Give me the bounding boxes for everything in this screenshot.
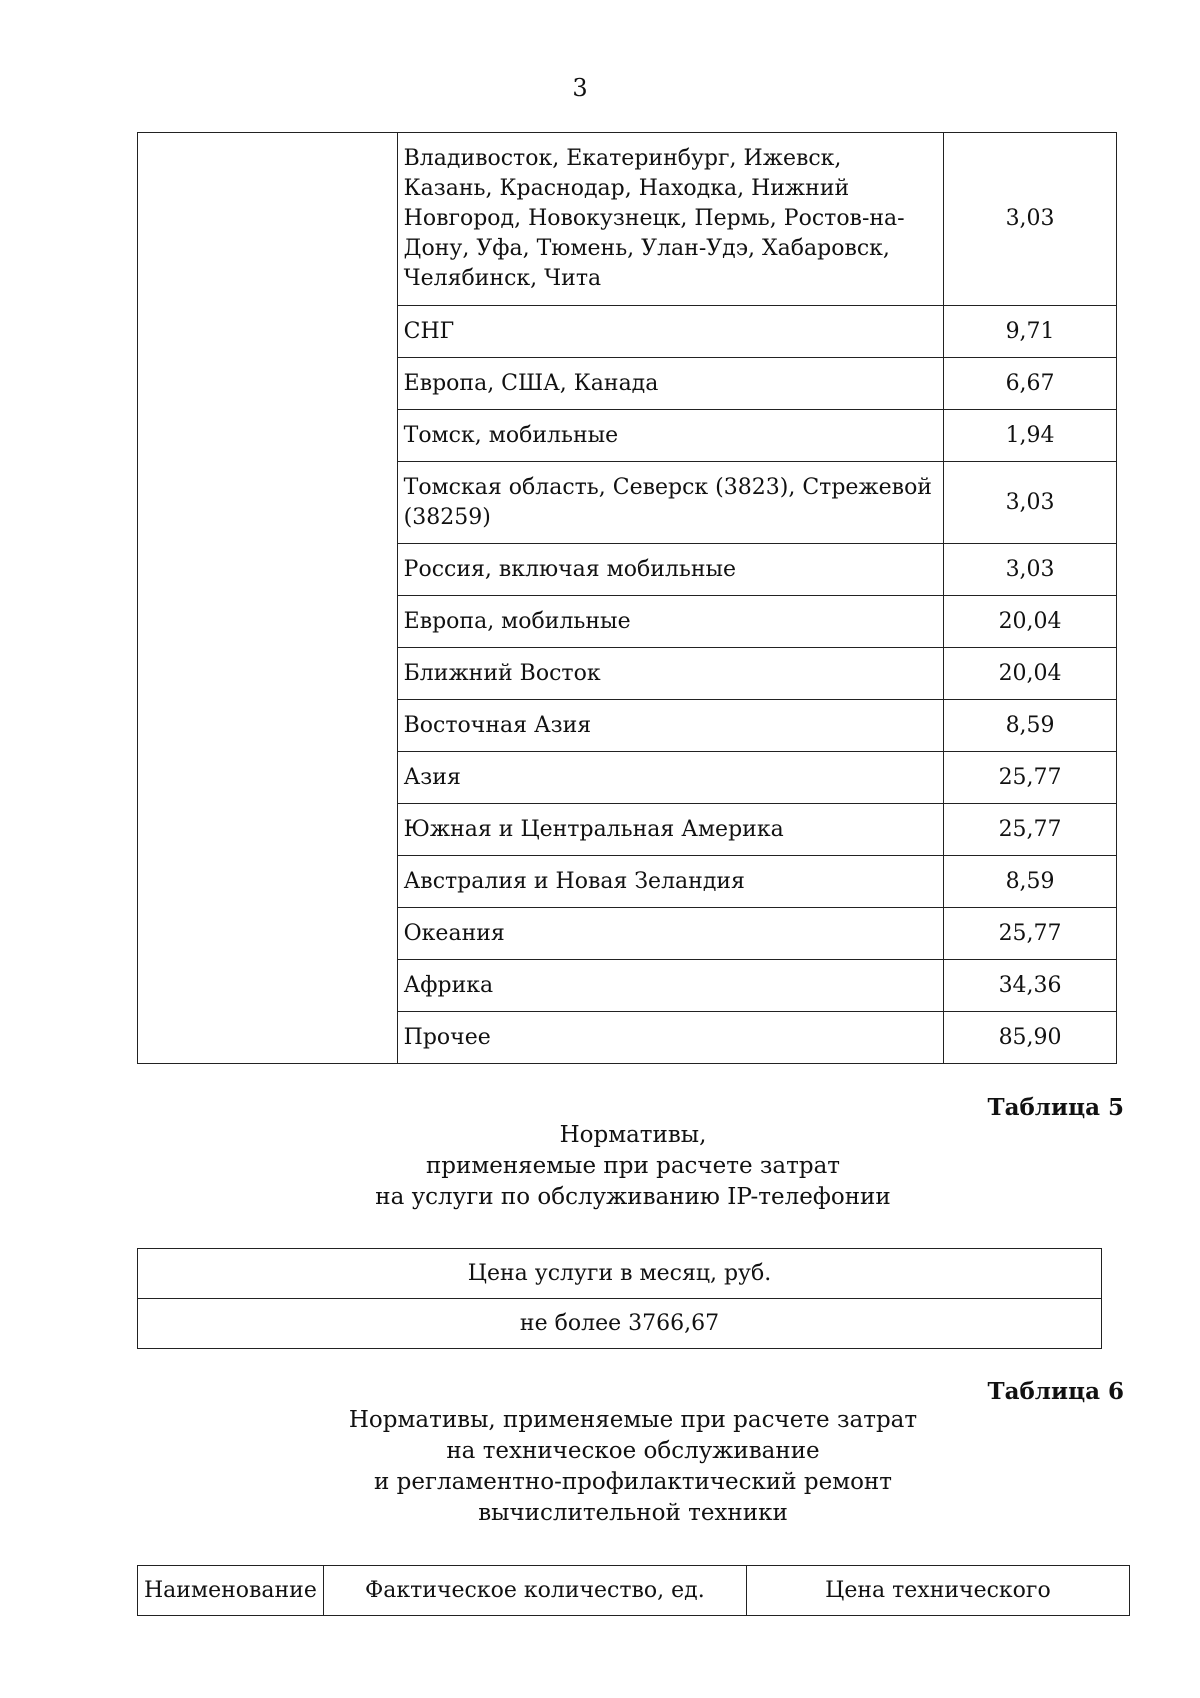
- table5-title-line: применяемые при расчете затрат: [425, 1153, 841, 1179]
- destination-cell: Ближний Восток: [397, 648, 943, 700]
- table6-title-line: на техническое обслуживание: [446, 1438, 820, 1464]
- price-cell: 34,36: [944, 960, 1117, 1012]
- table-row: [138, 1249, 1102, 1299]
- destination-cell: Томская область, Северск (3823), Стрежевой (38259): [397, 462, 943, 544]
- price-cell: 3,03: [944, 544, 1117, 596]
- destination-cell: Африка: [397, 960, 943, 1012]
- price-cell: 20,04: [944, 648, 1117, 700]
- table-header-cell: Наименование: [138, 1566, 324, 1616]
- empty-group-cell: [138, 133, 398, 1064]
- price-cell: 85,90: [944, 1012, 1117, 1064]
- page-number: 3: [572, 74, 588, 102]
- price-cell: 8,59: [944, 856, 1117, 908]
- destination-cell: Океания: [397, 908, 943, 960]
- table-row: [138, 1299, 1102, 1349]
- rates-table: [137, 132, 1117, 1064]
- price-cell: 20,04: [944, 596, 1117, 648]
- destination-cell: Австралия и Новая Зеландия: [397, 856, 943, 908]
- table6-label: Таблица 6: [987, 1378, 1124, 1405]
- price-cell: 3,03: [944, 462, 1117, 544]
- price-cell: 25,77: [944, 752, 1117, 804]
- destination-cell: Владивосток, Екатеринбург, Ижевск, Казань, Краснодар, Находка, Нижний Новгород, Новокузнецк, Пермь, Ростов-на-Дону, Уфа, Тюмень, Улан-Удэ, Хабаровск, Челябинск, Чита: [397, 133, 943, 306]
- table6-title: [0, 1405, 1200, 1529]
- destination-cell: Южная и Центральная Америка: [397, 804, 943, 856]
- destination-cell: Томск, мобильные: [397, 410, 943, 462]
- table5-title: [0, 1120, 1200, 1213]
- table-row: [138, 133, 1117, 306]
- table-header-cell: Цена услуги в месяц, руб.: [138, 1249, 1102, 1299]
- table6-title-line: и регламентно-профилактический ремонт: [373, 1469, 892, 1495]
- destination-cell: Европа, мобильные: [397, 596, 943, 648]
- destination-cell: Европа, США, Канада: [397, 358, 943, 410]
- tech-maintenance-table: [137, 1565, 1130, 1616]
- destination-cell: Восточная Азия: [397, 700, 943, 752]
- price-cell: 1,94: [944, 410, 1117, 462]
- table-header-cell: Цена технического: [746, 1566, 1129, 1616]
- price-cell: 25,77: [944, 908, 1117, 960]
- destination-cell: Прочее: [397, 1012, 943, 1064]
- price-cell: 9,71: [944, 306, 1117, 358]
- destination-cell: Азия: [397, 752, 943, 804]
- price-cell: 6,67: [944, 358, 1117, 410]
- destination-cell: Россия, включая мобильные: [397, 544, 943, 596]
- table-cell: не более 3766,67: [138, 1299, 1102, 1349]
- table5-label: Таблица 5: [987, 1094, 1124, 1121]
- table-header-cell: Фактическое количество, ед.: [323, 1566, 746, 1616]
- table6-title-line: Нормативы, применяемые при расчете затрат: [348, 1407, 918, 1433]
- table5-title-line: на услуги по обслуживанию IP-телефонии: [375, 1184, 891, 1210]
- price-cell: 25,77: [944, 804, 1117, 856]
- destination-cell: СНГ: [397, 306, 943, 358]
- price-cell: 3,03: [944, 133, 1117, 306]
- ip-telephony-table: [137, 1248, 1102, 1349]
- price-cell: 8,59: [944, 700, 1117, 752]
- table6-title-line: вычислительной техники: [478, 1500, 788, 1526]
- table-row: [138, 1566, 1130, 1616]
- table5-title-line: Нормативы,: [559, 1122, 707, 1148]
